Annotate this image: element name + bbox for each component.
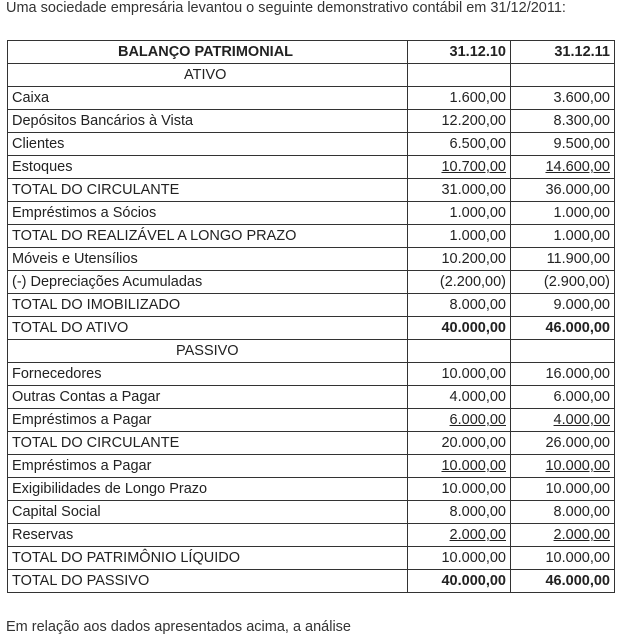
- value-2011: 1.000,00: [511, 225, 615, 248]
- value-2010: 31.000,00: [408, 179, 511, 202]
- row-label: Depósitos Bancários à Vista: [8, 110, 408, 133]
- value-2011: 3.600,00: [511, 87, 615, 110]
- table-row: [8, 271, 615, 294]
- table-row: [8, 409, 615, 432]
- value-2010: 8.000,00: [408, 501, 511, 524]
- row-label: (-) Depreciações Acumuladas: [8, 271, 408, 294]
- table-row: [8, 478, 615, 501]
- value-2011: 2.000,00: [553, 527, 610, 543]
- section-row-passivo: [8, 340, 615, 363]
- column-header-2010: 31.12.10: [408, 41, 511, 64]
- row-label: TOTAL DO ATIVO: [8, 317, 408, 340]
- value-2010: 10.000,00: [441, 458, 506, 474]
- value-2010: 1.000,00: [408, 225, 511, 248]
- row-label: Reservas: [8, 524, 408, 547]
- row-label: Outras Contas a Pagar: [8, 386, 408, 409]
- value-2011: 1.000,00: [511, 202, 615, 225]
- value-2010: 10.000,00: [408, 363, 511, 386]
- row-label: Exigibilidades de Longo Prazo: [8, 478, 408, 501]
- value-2011: 11.900,00: [511, 248, 615, 271]
- row-label: TOTAL DO PATRIMÔNIO LÍQUIDO: [8, 547, 408, 570]
- table-row: [8, 156, 615, 179]
- value-2010: 12.200,00: [408, 110, 511, 133]
- value-2011: 46.000,00: [511, 570, 615, 593]
- table-row: [8, 87, 615, 110]
- row-label: TOTAL DO CIRCULANTE: [8, 432, 408, 455]
- value-2011: 8.300,00: [511, 110, 615, 133]
- table-row: [8, 248, 615, 271]
- value-2011: 16.000,00: [511, 363, 615, 386]
- intro-text: Uma sociedade empresária levantou o seguinte demonstrativo contábil em 31/12/2011:: [6, 0, 566, 16]
- table-row: [8, 363, 615, 386]
- value-2011: 10.000,00: [511, 478, 615, 501]
- table-row: [8, 455, 615, 478]
- value-2011: 9.500,00: [511, 133, 615, 156]
- total-row-ativo: [8, 317, 615, 340]
- value-2010: 4.000,00: [408, 386, 511, 409]
- table-row: [8, 133, 615, 156]
- table-row: [8, 179, 615, 202]
- value-2011: 8.000,00: [511, 501, 615, 524]
- balance-sheet-table: [7, 40, 615, 593]
- row-label: Clientes: [8, 133, 408, 156]
- table-row: [8, 294, 615, 317]
- value-2010: 20.000,00: [408, 432, 511, 455]
- value-2010: 1.600,00: [408, 87, 511, 110]
- value-2010: 40.000,00: [408, 570, 511, 593]
- section-label-ativo: ATIVO: [184, 67, 227, 83]
- table-row: [8, 524, 615, 547]
- value-2010: 10.000,00: [408, 478, 511, 501]
- value-2010: (2.200,00): [408, 271, 511, 294]
- value-2010: 10.000,00: [408, 547, 511, 570]
- row-label: Móveis e Utensílios: [8, 248, 408, 271]
- value-2011: (2.900,00): [511, 271, 615, 294]
- table-row: [8, 202, 615, 225]
- value-2010: 6.500,00: [408, 133, 511, 156]
- value-2010: 10.700,00: [441, 159, 506, 175]
- table-row: [8, 110, 615, 133]
- section-row-ativo: [8, 64, 615, 87]
- value-2010: 6.000,00: [449, 412, 506, 428]
- value-2010: 1.000,00: [408, 202, 511, 225]
- row-label: TOTAL DO REALIZÁVEL A LONGO PRAZO: [8, 225, 408, 248]
- table-row: [8, 432, 615, 455]
- column-header-2011: 31.12.11: [511, 41, 615, 64]
- row-label: Fornecedores: [8, 363, 408, 386]
- value-2011: 10.000,00: [511, 547, 615, 570]
- table-title: BALANÇO PATRIMONIAL: [8, 41, 408, 64]
- outro-text: Em relação aos dados apresentados acima, a análise: [6, 619, 351, 635]
- row-label: Empréstimos a Sócios: [8, 202, 408, 225]
- total-row-passivo: [8, 570, 615, 593]
- value-2010: 2.000,00: [449, 527, 506, 543]
- table-row: [8, 386, 615, 409]
- header-row: [8, 41, 615, 64]
- value-2010: 10.200,00: [408, 248, 511, 271]
- row-label: Estoques: [8, 156, 408, 179]
- row-label: Empréstimos a Pagar: [8, 409, 408, 432]
- row-label: TOTAL DO CIRCULANTE: [8, 179, 408, 202]
- table-row: [8, 225, 615, 248]
- section-label-passivo: PASSIVO: [176, 343, 239, 359]
- table-row: [8, 547, 615, 570]
- row-label: TOTAL DO PASSIVO: [8, 570, 408, 593]
- row-label: Caixa: [8, 87, 408, 110]
- value-2011: 14.600,00: [545, 159, 610, 175]
- value-2011: 6.000,00: [511, 386, 615, 409]
- value-2011: 46.000,00: [511, 317, 615, 340]
- value-2010: 8.000,00: [408, 294, 511, 317]
- value-2010: 40.000,00: [408, 317, 511, 340]
- row-label: TOTAL DO IMOBILIZADO: [8, 294, 408, 317]
- row-label: Empréstimos a Pagar: [8, 455, 408, 478]
- value-2011: 10.000,00: [545, 458, 610, 474]
- value-2011: 4.000,00: [553, 412, 610, 428]
- table-row: [8, 501, 615, 524]
- row-label: Capital Social: [8, 501, 408, 524]
- value-2011: 26.000,00: [511, 432, 615, 455]
- value-2011: 9.000,00: [511, 294, 615, 317]
- value-2011: 36.000,00: [511, 179, 615, 202]
